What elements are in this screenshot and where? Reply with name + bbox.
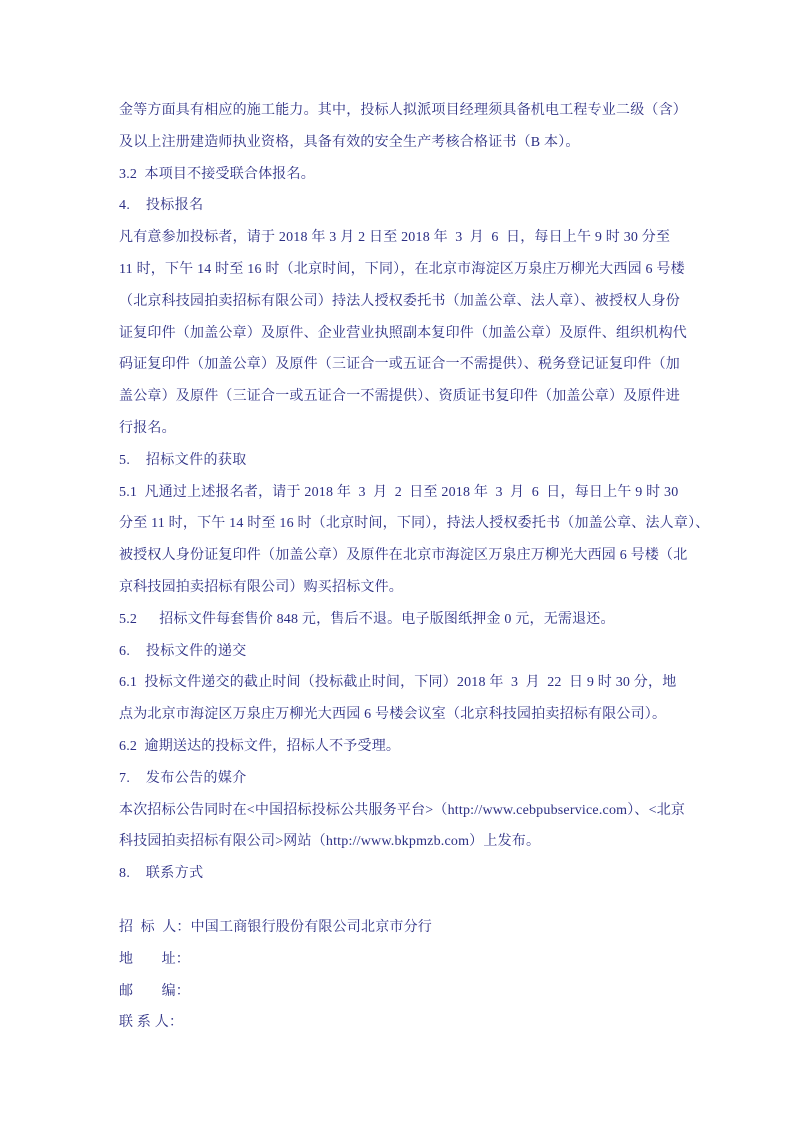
clause-5-1-line-0: 5.1 凡通过上述报名者，请于 2018 年 3 月 2 日至 2018 年 3 月 6 日，每日上午 9 时 30 [119,484,679,500]
contact-address-line-0: 地 址： [119,951,190,967]
clause-6-1-line-1: 点为北京市海淀区万泉庄万柳光大西园 6 号楼会议室（北京科技园拍卖招标有限公司）。 [119,707,667,723]
para-qualification-continuation-line-0: 金等方面具有相应的施工能力。其中，投标人拟派项目经理须具备机电工程专业二级（含） [119,103,687,118]
para-registration-procedure-line-6: 行报名。 [119,420,176,436]
para-announcement-media-line-0: 本次招标公告同时在<中国招标投标公共服务平台>（http://www.cebpubservice.com）、<北京 [119,802,686,818]
para-registration-procedure-line-2: （北京科技园拍卖招标有限公司）持法人授权委托书（加盖公章、法人章）、被授权人身份 [119,293,680,309]
contact-tenderer-line-0: 招 标 人：中国工商银行股份有限公司北京市分行 [119,919,432,935]
para-registration-procedure-line-5: 盖公章）及原件（三证合一或五证合一不需提供）、资质证书复印件（加盖公章）及原件进 [119,389,680,405]
document-body [119,95,710,1039]
para-announcement-media-line-1: 科技园拍卖招标有限公司>网站（http://www.bkpmzb.com）上发布。 [119,834,541,850]
clause-6-1-line-0: 6.1 投标文件递交的截止时间（投标截止时间，下同）2018 年 3 月 22 日 9 时 30 分，地 [119,675,677,691]
para-qualification-continuation-line-1: 及以上注册建造师执业资格，具备有效的安全生产考核合格证书（B 本）。 [119,134,580,150]
contact-postcode-line-0: 邮 编： [119,983,190,999]
clause-5-1-line-2: 被授权人身份证复印件（加盖公章）及原件在北京市海淀区万泉庄万柳光大西园 6 号楼（北 [119,548,688,564]
heading-6-submission-of-bids-line-0: 6. 投标文件的递交 [119,643,247,659]
para-registration-procedure-line-4: 码证复印件（加盖公章）及原件（三证合一或五证合一不需提供）、税务登记证复印件（加 [119,357,680,373]
heading-5-obtaining-documents-line-0: 5. 招标文件的获取 [119,452,247,468]
clause-5-1-line-3: 京科技园拍卖招标有限公司）购买招标文件。 [119,579,403,595]
clause-5-1-line-1: 分至 11 时，下午 14 时至 16 时（北京时间，下同），持法人授权委托书（加盖公章、法人章）、 [119,516,710,532]
heading-4-bid-registration-line-0: 4. 投标报名 [119,198,204,214]
para-registration-procedure-line-0: 凡有意参加投标者，请于 2018 年 3 月 2 日至 2018 年 3 月 6 日，每日上午 9 时 30 分至 [119,230,671,246]
para-registration-procedure-line-1: 11 时，下午 14 时至 16 时（北京时间，下同），在北京市海淀区万泉庄万柳光大西园 6 号楼 [119,261,685,277]
clause-3-2-line-0: 3.2 本项目不接受联合体报名。 [119,166,315,182]
clause-5-2-line-0: 5.2 招标文件每套售价 848 元，售后不退。电子版图纸押金 0 元，无需退还。 [119,611,615,627]
para-registration-procedure-line-3: 证复印件（加盖公章）及原件、企业营业执照副本复印件（加盖公章）及原件、组织机构代 [119,325,687,341]
clause-6-2-line-0: 6.2 逾期送达的投标文件，招标人不予受理。 [119,738,401,754]
heading-8-contact-information-line-0: 8. 联系方式 [119,866,204,882]
heading-7-announcement-media-line-0: 7. 发布公告的媒介 [119,770,247,786]
spacer-before-contacts-line-0 [119,890,679,912]
contact-person-line-0: 联 系 人： [119,1015,184,1031]
